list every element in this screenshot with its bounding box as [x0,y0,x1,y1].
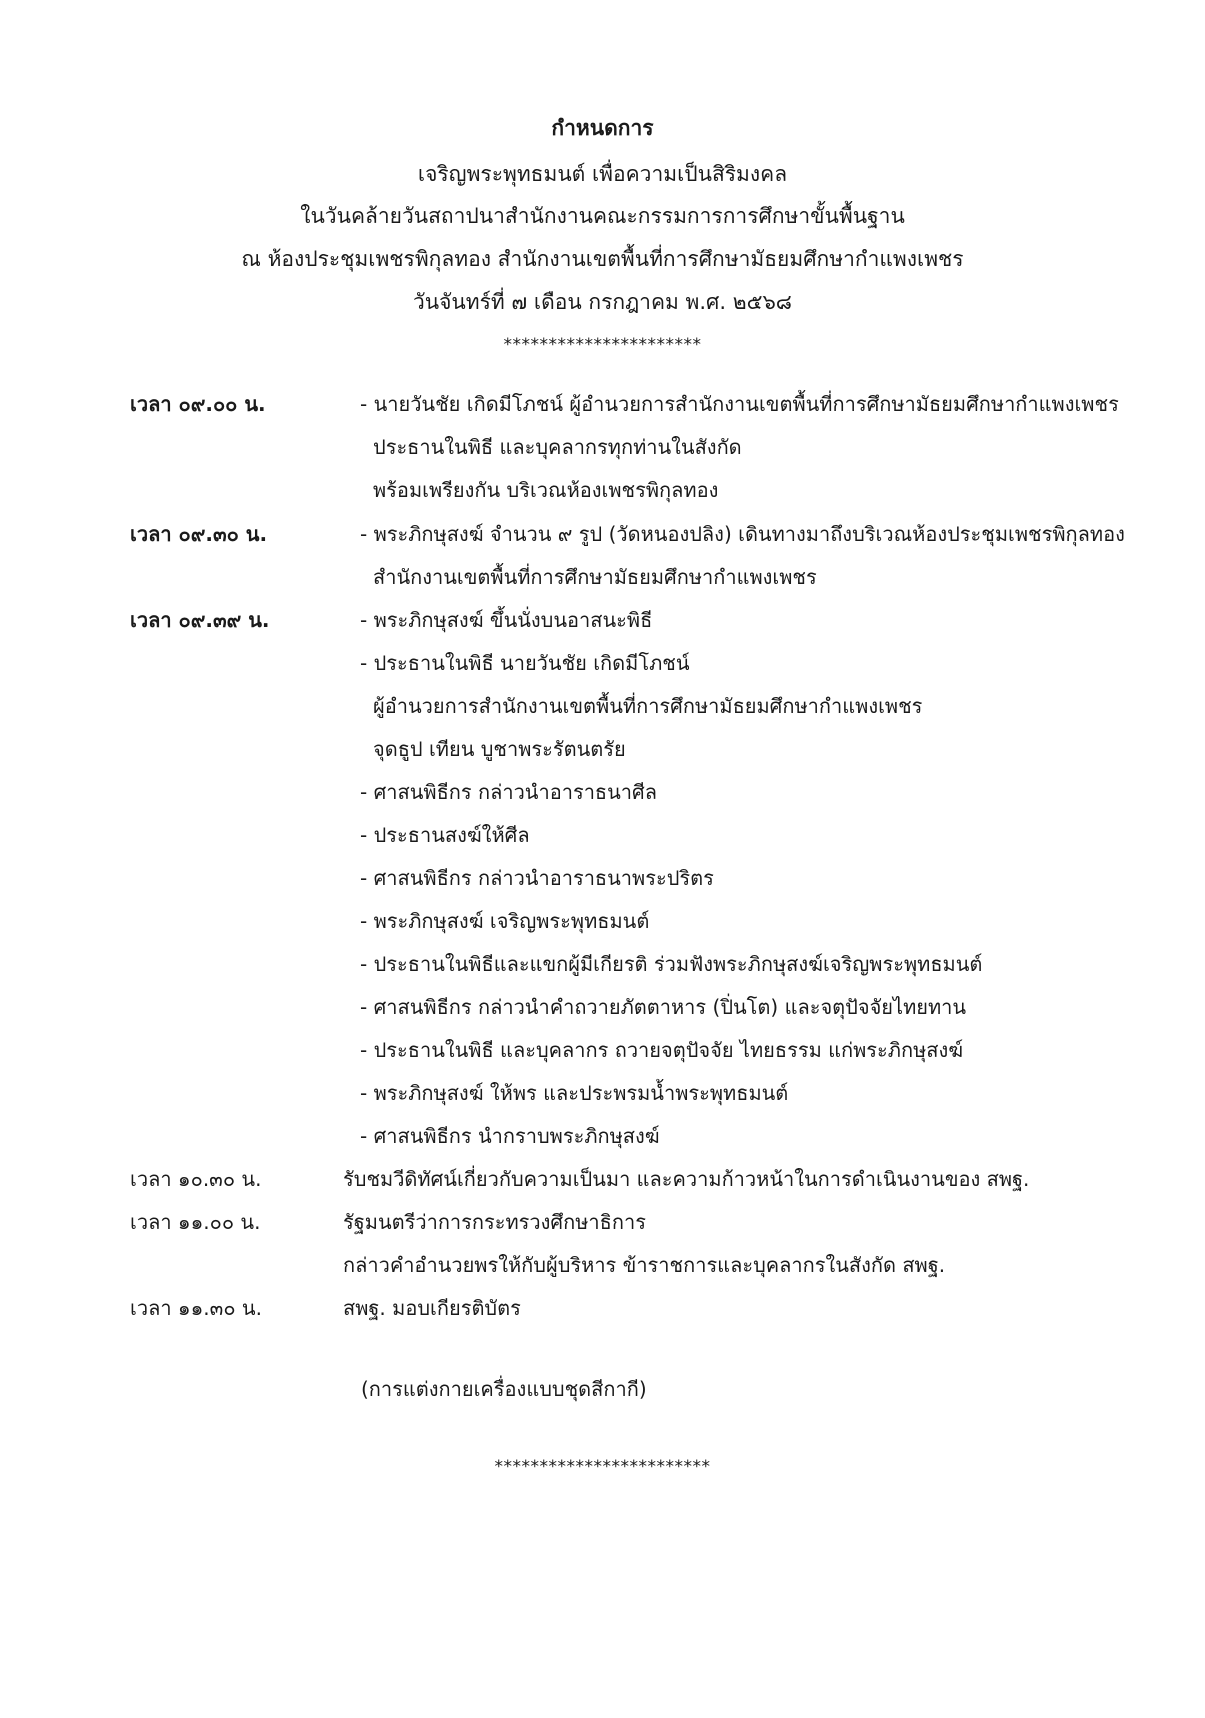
schedule-item: - พระภิกษุสงฆ์ ให้พร และประพรมน้ำพระพุทธมนต์ [360,1081,789,1105]
schedule-item: พร้อมเพรียงกัน บริเวณห้องเพชรพิกุลทอง [373,478,719,502]
schedule-item: - พระภิกษุสงฆ์ เจริญพระพุทธมนต์ [360,909,650,933]
schedule-item: สำนักงานเขตพื้นที่การศึกษามัธยมศึกษากำแพงเพชร [373,565,817,589]
schedule-item: - ประธานในพิธี นายวันชัย เกิดมีโภชน์ [360,651,690,675]
schedule-item: - ประธานในพิธี และบุคลากร ถวายจตุปัจจัย ไทยธรรม แก่พระภิกษุสงฆ์ [360,1038,964,1062]
date-line: วันจันทร์ที่ ๗ เดือน กรกฎาคม พ.ศ. ๒๕๖๘ [412,290,792,314]
subtitle-line: ในวันคล้ายวันสถาปนาสำนักงานคณะกรรมการการศึกษาขั้นพื้นฐาน [300,204,905,228]
schedule-item: ประธานในพิธี และบุคลากรทุกท่านในสังกัด [373,435,742,459]
subtitle-line: เจริญพระพุทธมนต์ เพื่อความเป็นสิริมงคล [417,162,788,186]
divider-stars: ************************ [494,1457,711,1477]
schedule-item: - พระภิกษุสงฆ์ จำนวน ๙ รูป (วัดหนองปลิง) เดินทางมาถึงบริเวณห้องประชุมเพชรพิกุลทอง [360,522,1125,546]
schedule-time: เวลา ๐๙.๐๐ น. [130,392,266,416]
schedule-item: - ประธานในพิธีและแขกผู้มีเกียรติ ร่วมฟังพระภิกษุสงฆ์เจริญพระพุทธมนต์ [360,952,983,976]
schedule-time: เวลา ๑๑.๓๐ น. [130,1296,262,1320]
venue-line: ณ ห้องประชุมเพชรพิกุลทอง สำนักงานเขตพื้นที่การศึกษามัธยมศึกษากำแพงเพชร [241,247,964,271]
schedule-time: เวลา ๐๙.๓๐ น. [130,522,268,546]
schedule-item: ผู้อำนวยการสำนักงานเขตพื้นที่การศึกษามัธยมศึกษากำแพงเพชร [373,694,923,718]
divider-stars: ********************** [503,335,702,355]
schedule-item: - ศาสนพิธีกร กล่าวนำอาราธนาศีล [360,780,657,804]
schedule-item: จุดธูป เทียน บูชาพระรัตนตรัย [373,737,626,761]
schedule-item: - นายวันชัย เกิดมีโภชน์ ผู้อำนวยการสำนักงานเขตพื้นที่การศึกษามัธยมศึกษากำแพงเพชร [360,392,1119,416]
dress-code-note: (การแต่งกายเครื่องแบบชุดสีกากี) [361,1377,647,1401]
schedule-item: กล่าวคำอำนวยพรให้กับผู้บริหาร ข้าราชการและบุคลากรในสังกัด สพฐ. [343,1253,946,1277]
schedule-item: - ศาสนพิธีกร กล่าวนำคำถวายภัตตาหาร (ปิ่นโต) และจตุปัจจัยไทยทาน [360,995,967,1019]
schedule-item: รัฐมนตรีว่าการกระทรวงศึกษาธิการ [343,1210,646,1234]
schedule-item: - ประธานสงฆ์ให้ศีล [360,823,530,847]
page-title: กำหนดการ [551,116,654,140]
schedule-item: - ศาสนพิธีกร นำกราบพระภิกษุสงฆ์ [360,1124,660,1148]
schedule-item: รับชมวีดิทัศน์เกี่ยวกับความเป็นมา และความก้าวหน้าในการดำเนินงานของ สพฐ. [343,1167,1030,1191]
schedule-time: เวลา ๑๑.๐๐ น. [130,1210,261,1234]
schedule-time: เวลา ๐๙.๓๙ น. [130,608,270,632]
schedule-item: - พระภิกษุสงฆ์ ขึ้นนั่งบนอาสนะพิธี [360,608,653,632]
schedule-item: - ศาสนพิธีกร กล่าวนำอาราธนาพระปริตร [360,866,714,890]
schedule-item: สพฐ. มอบเกียรติบัตร [343,1296,521,1320]
schedule-time: เวลา ๑๐.๓๐ น. [130,1167,262,1191]
